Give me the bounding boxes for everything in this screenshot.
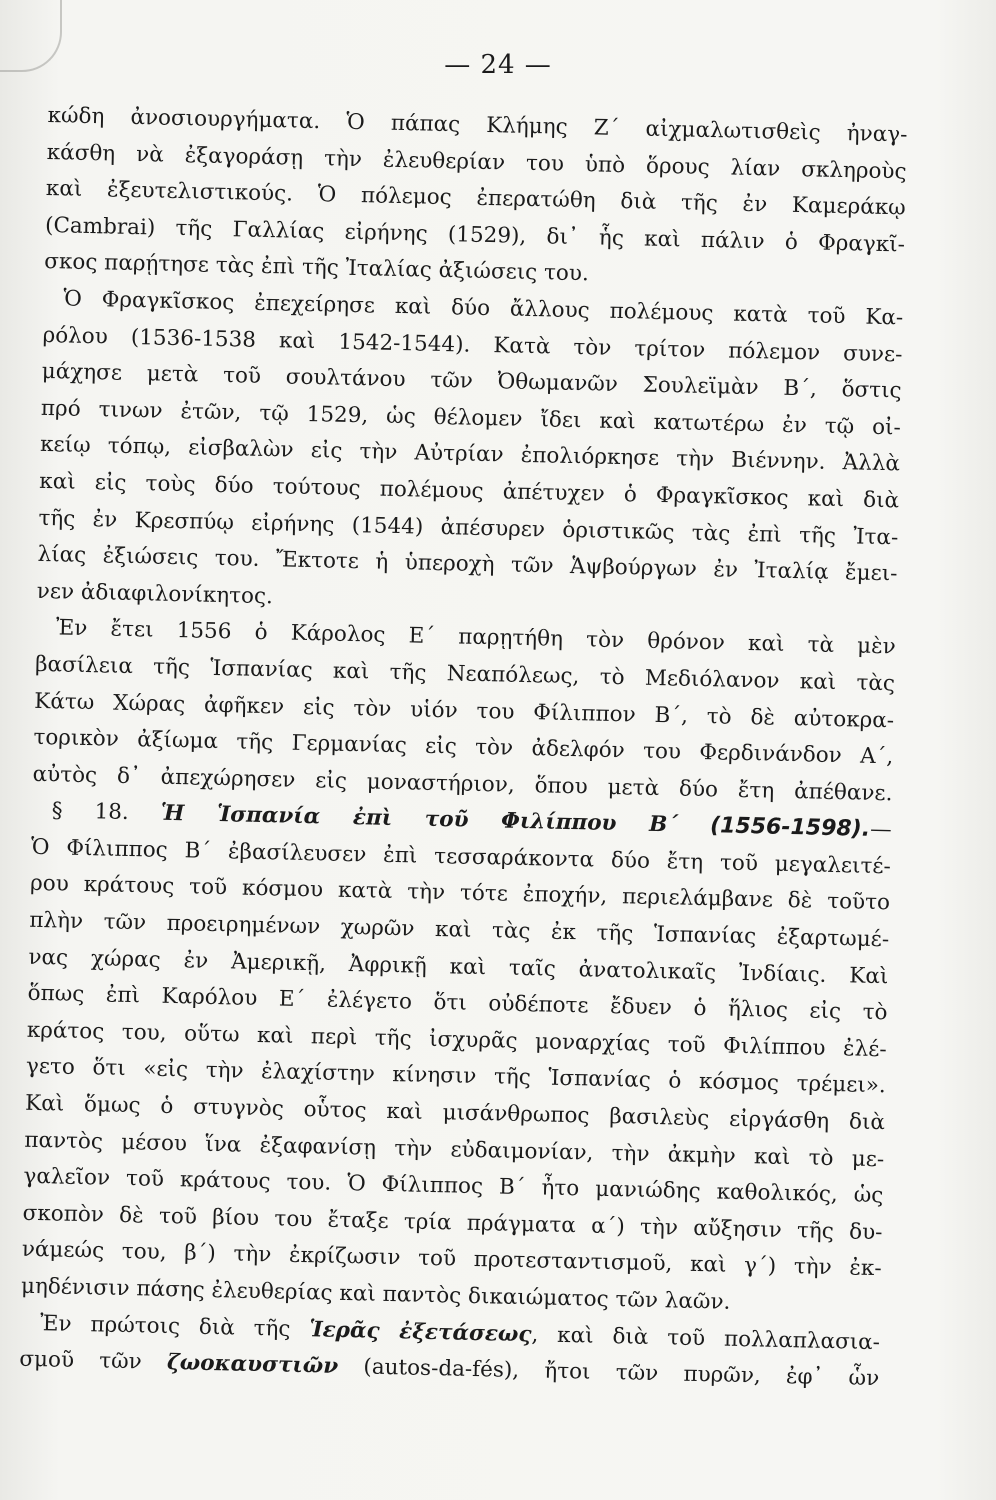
- body-text: [19, 98, 908, 1398]
- text-line: (Cambrai) τῆς Γαλλίας εἰρήνης (1529), δι᾿ ἧς καὶ πάλιν ὁ Φραγκῖ-: [44, 212, 906, 258]
- text-line: μηδένισιν πάσης ἐλευθερίας καὶ παντὸς δικαιώματος τῶν λαῶν.: [20, 1273, 731, 1315]
- text-line: σκος παρῄτησε τὰς ἐπὶ τῆς Ἰταλίας ἀξιώσεις του.: [43, 249, 590, 287]
- text-line: νας χώρας ἐν Ἀμερικῇ, Ἀφρικῇ καὶ ταῖς ἀνατολικαῖς Ἰνδίαις. Καὶ: [28, 944, 889, 989]
- text-line: βασίλεια τῆς Ἱσπανίας καὶ τῆς Νεαπόλεως, τὸ Μεδιόλανον καὶ τὰς: [34, 651, 896, 697]
- emphasis-autos-da-fe: ζωοκαυστιῶν: [166, 1350, 339, 1380]
- text-line: τορικὸν ἀξίωμα τῆς Γερμανίας εἰς τὸν ἀδελφόν του Φερδινάνδον Α΄,: [33, 724, 894, 770]
- section-dash: —: [869, 817, 892, 843]
- text-line: Ἐν ἔτει 1556 ὁ Κάρολος Ε΄ παρῃτήθη τὸν θρόνον καὶ τὰ μὲν: [55, 615, 897, 660]
- text-line: πλὴν τῶν προειρημένων χωρῶν καὶ τὰς ἐκ τῆς Ἱσπανίας ἐξαρτωμέ-: [29, 907, 890, 953]
- text-line: Κάτω Χώρας ἀφῆκεν εἰς τὸν υἱόν του Φίλιππον Β΄, τὸ δὲ αὐτοκρα-: [34, 688, 895, 733]
- text-line: Ὁ Φίλιππος Β΄ ἐβασίλευσεν ἐπὶ τεσσαράκοντα δύο ἔτη τοῦ μεγαλειτέ-: [30, 834, 892, 880]
- text-line: γετο ὅτι «εἰς τὴν ἐλαχίστην κίνησιν τῆς Ἱσπανίας ὁ κόσμος τρέμει».: [25, 1054, 887, 1099]
- text-line: πρό τινων ἐτῶν, τῷ 1529, ὡς θέλομεν ἴδει καὶ κατωτέρω ἐν τῷ οἰ-: [40, 395, 902, 441]
- section-years: (1556-1598).: [709, 813, 871, 843]
- text-line: κάσθη νὰ ἐξαγοράσῃ τὴν ἐλευθερίαν του ὑπὸ ὅρους λίαν σκληροὺς: [46, 139, 907, 185]
- section-title: Ἡ Ἱσπανία ἐπὶ τοῦ Φιλίππου Β΄: [160, 801, 679, 838]
- text-line: Ὁ Φραγκῖσκος ἐπεχείρησε καὶ δύο ἄλλους πολέμους κατὰ τοῦ Κα-: [63, 286, 904, 331]
- text-line: κείῳ τόπῳ, εἰσβαλὼν εἰς τὴν Αὐτρίαν ἐπολιόρκησε τὴν Βιέννην. Ἀλλὰ: [39, 432, 901, 477]
- text-line: κράτος του, οὕτω καὶ περὶ τῆς ἰσχυρᾶς μοναρχίας τοῦ Φιλίππου ἐλέ-: [26, 1017, 887, 1063]
- text-line: κώδη ἀνοσιουργήματα. Ὁ πάπας Κλήμης Ζ΄ αἰχμαλωτισθεὶς ἠναγ-: [47, 102, 908, 148]
- text-line: καὶ εἰς τοὺς δύο τούτους πολέμους ἀπέτυχεν ὁ Φραγκῖσκος καὶ διὰ: [39, 468, 900, 514]
- text-run: , καὶ διὰ τοῦ πολλαπλασια-: [531, 1321, 881, 1355]
- text-line: λίας ἐξιώσεις του. Ἔκτοτε ἡ ὑπεροχὴ τῶν Ἁψβούργων ἐν Ἰταλίᾳ ἔμει-: [37, 542, 898, 587]
- text-line: αὐτὸς δ᾿ ἀπεχώρησεν εἰς μοναστήριον, ὅπου μετὰ δύο ἔτη ἀπέθανε.: [32, 761, 893, 807]
- text-line: γαλεῖον τοῦ κράτους του. Ὁ Φίλιππος Β΄ ἦτο μανιώδης καθολικός, ὡς: [23, 1163, 884, 1209]
- text-run: Ἐν πρώτοις διὰ τῆς: [39, 1310, 310, 1342]
- text-line: σκοπὸν δὲ τοῦ βίου του ἔταξε τρία πράγματα α΄) τὴν αὔξησιν τῆς δυ-: [22, 1200, 883, 1246]
- text-run: σμοῦ τῶν: [19, 1346, 168, 1376]
- text-line: τῆς ἐν Κρεσπύῳ εἰρήνης (1544) ἀπέσυρεν ὁριστικῶς τὰς ἐπὶ τῆς Ἰτα-: [38, 505, 899, 550]
- text-line: ὅπως ἐπὶ Καρόλου Ε΄ ἐλέγετο ὅτι οὐδέποτε ἔδυεν ὁ ἥλιος εἰς τὸ: [27, 981, 888, 1026]
- text-line: καὶ ἐξευτελιστικούς. Ὁ πόλεμος ἐπερατώθη διὰ τῆς ἐν Καμεράκῳ: [45, 176, 907, 221]
- text-line: Καὶ ὅμως ὁ στυγνὸς οὗτος καὶ μισάνθρωπος βασιλεὺς εἰργάσθη διὰ: [24, 1090, 886, 1136]
- text-line: ρου κράτους τοῦ κόσμου κατὰ τὴν τότε ἐποχήν, περιελάμβανε δὲ τοῦτο: [29, 871, 891, 916]
- text-line: νεν ἀδιαφιλονίκητος.: [36, 578, 274, 609]
- section-number: § 18.: [51, 798, 130, 826]
- text-line: μάχησε μετὰ τοῦ σουλτάνου τῶν Ὀθωμανῶν Σουλεϊμὰν Β΄, ὅστις: [41, 359, 902, 404]
- text-line: νάμεώς του, β΄) τὴν ἐκρίζωσιν τοῦ προτεσταντισμοῦ, καὶ γ΄) τὴν ἐκ-: [21, 1237, 882, 1282]
- text-line: ρόλου (1536-1538 καὶ 1542-1544). Κατὰ τὸν τρίτον πόλεμον συνε-: [42, 322, 903, 368]
- text-line: παντὸς μέσου ἵνα ἐξαφανίσῃ τὴν εὐδαιμονίαν, τὴν ἀκμὴν καὶ τὸ με-: [24, 1127, 885, 1172]
- text-run: (autos-da-fés), ἤτοι τῶν πυρῶν, ἐφ᾿ ὧν: [337, 1354, 880, 1392]
- emphasis-inquisition: Ἱερᾶς ἐξετάσεως: [309, 1316, 532, 1347]
- page-number: — 24 —: [444, 50, 552, 80]
